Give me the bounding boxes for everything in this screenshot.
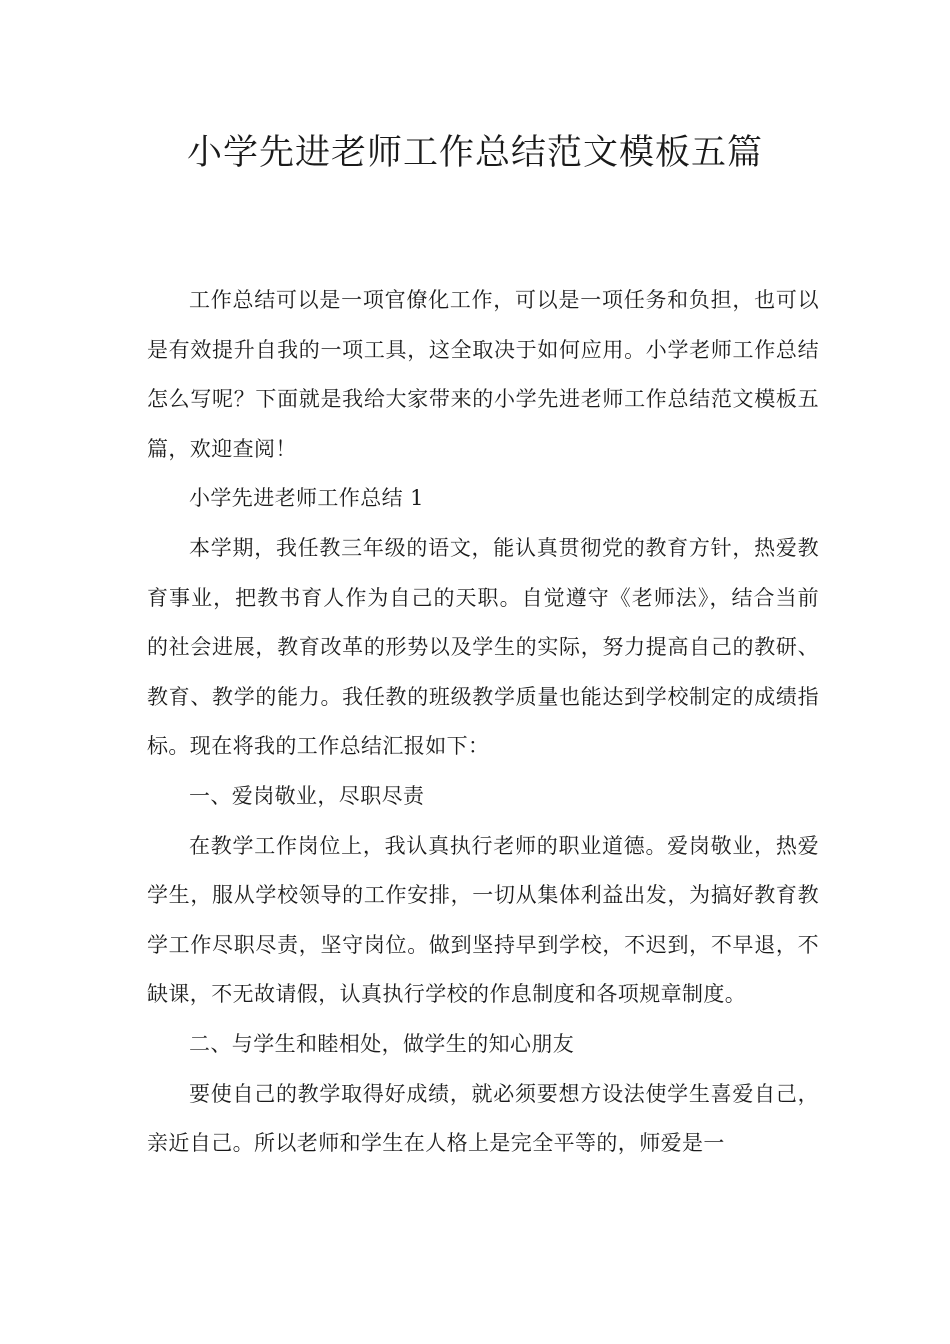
body-paragraph: 本学期，我任教三年级的语文，能认真贯彻党的教育方针，热爱教育事业，把教书育人作为自己的天职。自觉遵守《老师法》，结合当前的社会进展，教育改革的形势以及学生的实际，努力提高自己的教研、教育、教学的能力。我任教的班级教学质量也能达到学校制定的成绩指标。现在将我的工作总结汇报如下： [147, 535, 819, 759]
body-paragraph: 要使自己的教学取得好成绩，就必须要想方设法使学生喜爱自己，亲近自己。所以老师和学生在人格上是完全平等的，师爱是一 [147, 1081, 819, 1156]
subsection-heading-2: 二、与学生和睦相处，做学生的知心朋友 [189, 1031, 575, 1056]
subsection-heading-1: 一、爱岗敬业，尽职尽责 [189, 783, 425, 808]
intro-paragraph: 工作总结可以是一项官僚化工作，可以是一项任务和负担，也可以是有效提升自我的一项工具，这全取决于如何应用。小学老师工作总结怎么写呢？下面就是我给大家带来的小学先进老师工作总结范文模板五篇，欢迎查阅！ [147, 288, 819, 461]
section-heading-summary-1: 小学先进老师工作总结 1 [189, 486, 424, 511]
body-paragraph: 在教学工作岗位上，我认真执行老师的职业道德。爱岗敬业，热爱学生，服从学校领导的工作安排，一切从集体利益出发，为搞好教育教学工作尽职尽责，坚守岗位。做到坚持早到学校，不迟到，不早退，不缺课，不无故请假，认真执行学校的作息制度和各项规章制度。 [147, 833, 819, 1007]
document-body [147, 276, 819, 1169]
document-title: 小学先进老师工作总结范文模板五篇 [186, 133, 763, 173]
